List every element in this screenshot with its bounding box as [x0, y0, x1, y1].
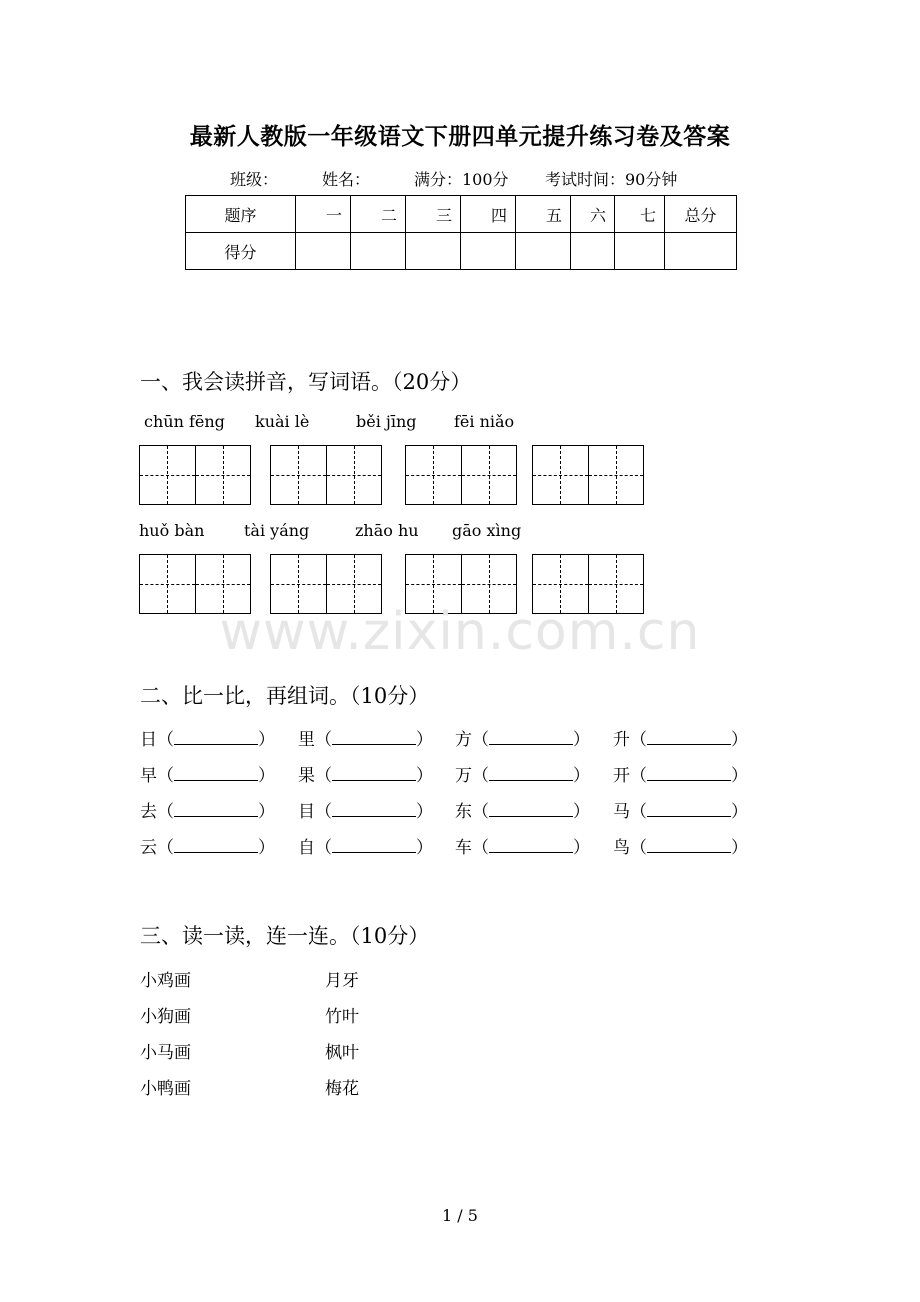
word-item [298, 797, 433, 822]
word-item [613, 725, 748, 750]
writing-cell[interactable] [140, 446, 195, 504]
writing-grid[interactable] [405, 445, 517, 505]
score-table [185, 195, 737, 270]
match-left-item[interactable]: 小狗画 [140, 1007, 191, 1027]
section3-heading: 三、读一读，连一连。（10分） [140, 924, 430, 948]
writing-grid[interactable] [139, 445, 251, 505]
word-character: 云 [140, 838, 157, 858]
close-paren: ） [258, 802, 275, 822]
score-input-cell[interactable] [665, 233, 737, 270]
word-character: 日 [140, 730, 157, 750]
answer-blank[interactable] [489, 730, 573, 745]
writing-cell[interactable] [406, 446, 461, 504]
match-right-item[interactable]: 梅花 [325, 1079, 359, 1099]
writing-cell[interactable] [195, 446, 250, 504]
word-item [140, 833, 275, 858]
answer-blank[interactable] [647, 766, 731, 781]
answer-blank[interactable] [174, 838, 258, 853]
word-character: 开 [613, 766, 630, 786]
word-item [613, 833, 748, 858]
pinyin-label: kuài lè [255, 412, 310, 431]
match-right-item[interactable]: 月牙 [325, 971, 359, 991]
close-paren: ） [731, 802, 748, 822]
word-character: 鸟 [613, 838, 630, 858]
word-item [140, 797, 275, 822]
open-paren: （ [472, 802, 489, 822]
table-cell: 二 [351, 196, 406, 233]
table-cell: 一 [296, 196, 351, 233]
word-item [455, 797, 590, 822]
open-paren: （ [315, 766, 332, 786]
word-character: 方 [455, 730, 472, 750]
pinyin-label: zhāo hu [355, 521, 419, 540]
word-character: 早 [140, 766, 157, 786]
table-cell: 五 [516, 196, 571, 233]
answer-blank[interactable] [174, 766, 258, 781]
writing-cell[interactable] [588, 446, 643, 504]
close-paren: ） [731, 730, 748, 750]
word-item [298, 833, 433, 858]
section1-heading: 一、我会读拼音，写词语。（20分） [140, 370, 472, 394]
close-paren: ） [573, 766, 590, 786]
open-paren: （ [630, 730, 647, 750]
writing-grid[interactable] [532, 445, 644, 505]
close-paren: ） [573, 730, 590, 750]
table-cell: 三 [406, 196, 461, 233]
score-input-cell[interactable] [571, 233, 615, 270]
table-cell: 得分 [186, 233, 296, 270]
score-table-header-row [186, 196, 737, 233]
word-character: 升 [613, 730, 630, 750]
answer-blank[interactable] [647, 730, 731, 745]
pinyin-label: běi jīng [356, 412, 417, 431]
close-paren: ） [258, 766, 275, 786]
word-item [613, 761, 748, 786]
open-paren: （ [630, 838, 647, 858]
word-item [455, 725, 590, 750]
section2-heading: 二、比一比，再组词。（10分） [140, 684, 430, 708]
answer-blank[interactable] [174, 802, 258, 817]
word-character: 万 [455, 766, 472, 786]
table-cell: 六 [571, 196, 615, 233]
word-item [298, 725, 433, 750]
close-paren: ） [416, 730, 433, 750]
pinyin-label: chūn fēng [144, 412, 225, 431]
open-paren: （ [315, 802, 332, 822]
close-paren: ） [416, 766, 433, 786]
open-paren: （ [157, 802, 174, 822]
exam-time: 考试时间：90分钟 [545, 170, 678, 189]
answer-blank[interactable] [489, 802, 573, 817]
full-score: 满分：100分 [414, 170, 509, 189]
open-paren: （ [157, 766, 174, 786]
word-character: 目 [298, 802, 315, 822]
close-paren: ） [258, 730, 275, 750]
score-input-cell[interactable] [615, 233, 665, 270]
name-label: 姓名： [322, 170, 371, 189]
open-paren: （ [472, 838, 489, 858]
match-right-item[interactable]: 竹叶 [325, 1007, 359, 1027]
answer-blank[interactable] [489, 766, 573, 781]
close-paren: ） [573, 838, 590, 858]
word-character: 马 [613, 802, 630, 822]
word-item [298, 761, 433, 786]
writing-cell[interactable] [326, 446, 381, 504]
writing-cell[interactable] [533, 446, 588, 504]
word-character: 去 [140, 802, 157, 822]
close-paren: ） [573, 802, 590, 822]
word-character: 车 [455, 838, 472, 858]
open-paren: （ [472, 766, 489, 786]
open-paren: （ [157, 730, 174, 750]
score-input-cell[interactable] [461, 233, 516, 270]
word-character: 东 [455, 802, 472, 822]
table-cell: 四 [461, 196, 516, 233]
class-label: 班级： [230, 170, 279, 189]
open-paren: （ [630, 766, 647, 786]
answer-blank[interactable] [332, 838, 416, 853]
answer-blank[interactable] [332, 730, 416, 745]
close-paren: ） [731, 766, 748, 786]
close-paren: ） [258, 838, 275, 858]
pinyin-label: huǒ bàn [139, 521, 205, 540]
writing-cell[interactable] [271, 446, 326, 504]
pinyin-label: tài yáng [244, 521, 310, 540]
close-paren: ） [416, 838, 433, 858]
open-paren: （ [630, 802, 647, 822]
page-title: 最新人教版一年级语文下册四单元提升练习卷及答案 [189, 123, 731, 150]
writing-cell[interactable] [461, 446, 516, 504]
open-paren: （ [157, 838, 174, 858]
answer-blank[interactable] [489, 838, 573, 853]
score-input-cell[interactable] [351, 233, 406, 270]
word-item [140, 725, 275, 750]
word-character: 果 [298, 766, 315, 786]
answer-blank[interactable] [332, 766, 416, 781]
score-table-score-row [186, 233, 737, 270]
match-left-item[interactable]: 小马画 [140, 1043, 191, 1063]
match-right-item[interactable]: 枫叶 [325, 1043, 359, 1063]
open-paren: （ [315, 838, 332, 858]
answer-blank[interactable] [174, 730, 258, 745]
table-cell: 总分 [665, 196, 737, 233]
writing-grid[interactable] [270, 445, 382, 505]
word-item [140, 761, 275, 786]
match-left-item[interactable]: 小鸭画 [140, 1079, 191, 1099]
page-number: 1 / 5 [442, 1206, 478, 1225]
answer-blank[interactable] [647, 838, 731, 853]
score-input-cell[interactable] [406, 233, 461, 270]
word-item [455, 761, 590, 786]
pinyin-label: fēi niǎo [454, 412, 515, 431]
word-item [613, 797, 748, 822]
answer-blank[interactable] [332, 802, 416, 817]
word-character: 里 [298, 730, 315, 750]
match-left-item[interactable]: 小鸡画 [140, 971, 191, 991]
close-paren: ） [731, 838, 748, 858]
answer-blank[interactable] [647, 802, 731, 817]
open-paren: （ [315, 730, 332, 750]
open-paren: （ [472, 730, 489, 750]
table-cell: 题序 [186, 196, 296, 233]
close-paren: ） [416, 802, 433, 822]
table-cell: 七 [615, 196, 665, 233]
watermark: www.zixin.com.cn [219, 602, 701, 662]
score-input-cell[interactable] [296, 233, 351, 270]
score-input-cell[interactable] [516, 233, 571, 270]
word-character: 自 [298, 838, 315, 858]
pinyin-label: gāo xìng [452, 521, 522, 540]
word-item [455, 833, 590, 858]
